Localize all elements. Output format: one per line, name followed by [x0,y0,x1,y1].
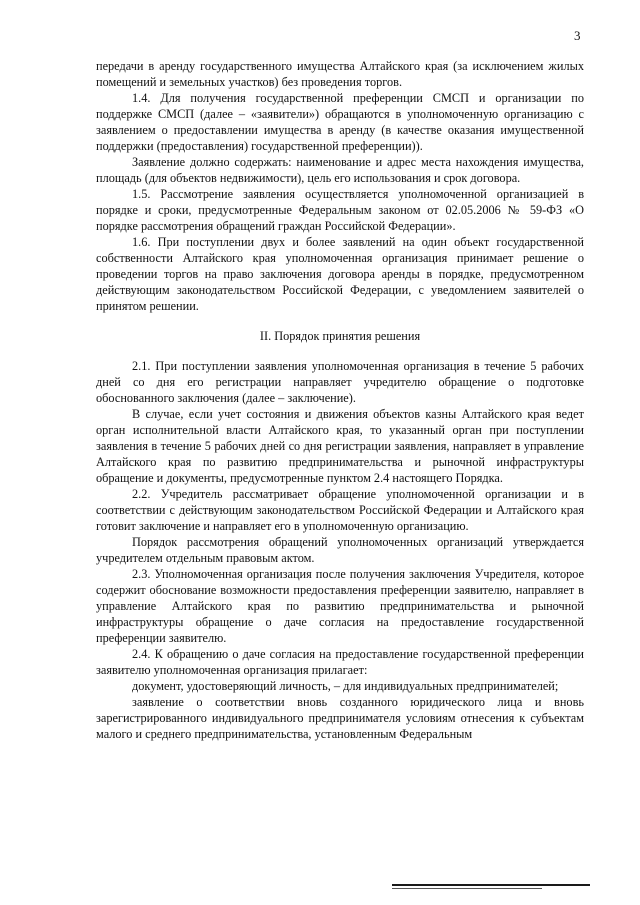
paragraph: 2.3. Уполномоченная организация после получения заключения Учредителя, которое содержит обоснование возможности предоставления преференции заявителю, направляет в управление Алтайского края по развитию предпринимательства и рыночной инфраструктуры обращение о даче согласия на предоставление государственной преференции заявителю. [96,567,584,645]
paragraph: 2.2. Учредитель рассматривает обращение уполномоченной организации и в соответствии с действующим законодательством Российской Федерации и Алтайского края готовит заключение и направляет его в уполномоченную организацию. [96,487,584,533]
page-number: 3 [574,28,581,43]
paragraph: 1.6. При поступлении двух и более заявлений на один объект государственной собственности Алтайского края уполномоченная организация принимает решение о проведении торгов на право заключения договора аренды в порядке, предусмотренном действующим законодательством Российской Федерации, с уведомлением заявителей о принятом решении. [96,235,584,313]
section-heading: II. Порядок принятия решения [259,329,421,343]
paragraph: документ, удостоверяющий личность, – для индивидуальных предпринимателей; [132,679,559,693]
footer-rule-thin [392,888,542,889]
paragraph: 1.4. Для получения государственной преференции СМСП и организации по поддержке СМСП (далее – «заявители») обращаются в уполномоченную организацию с заявлением о предоставлении имущества в аренду (в качестве оказания имущественной поддержки (предоставления) государственной преференции)). [96,91,584,153]
footer-rule [392,884,590,886]
paragraph: Заявление должно содержать: наименование и адрес места нахождения имущества, площадь (для объектов недвижимости), цель его использования и срок договора. [96,155,584,185]
paragraph: 1.5. Рассмотрение заявления осуществляется уполномоченной организацией в порядке и сроки, предусмотренные Федеральным законом от 02.05.2006 № 59-ФЗ «О порядке рассмотрения обращений граждан Российской Федерации». [96,187,584,233]
paragraph: 2.4. К обращению о даче согласия на предоставление государственной преференции заявителю уполномоченная организация прилагает: [96,647,584,677]
document-body [96,58,584,742]
paragraph: 2.1. При поступлении заявления уполномоченная организация в течение 5 рабочих дней со дня его регистрации направляет учредителю обращение о подготовке обоснованного заключения (далее – заключение). [96,359,584,405]
paragraph: В случае, если учет состояния и движения объектов казны Алтайского края ведет орган исполнительной власти Алтайского края, то указанный орган при поступлении заявления в течение 5 рабочих дней со дня регистрации заявления, направляет в управление Алтайского края по развитию предпринимательства и рыночной инфраструктуры обращение и документы, предусмотренные пунктом 2.4 настоящего Порядка. [96,407,584,485]
paragraph: передачи в аренду государственного имущества Алтайского края (за исключением жилых помещений и земельных участков) без проведения торгов. [96,59,584,89]
paragraph: заявление о соответствии вновь созданного юридического лица и вновь зарегистрированного индивидуального предпринимателя условиям отнесения к субъектам малого и среднего предпринимательства, установленным Федеральным [96,695,584,741]
paragraph: Порядок рассмотрения обращений уполномоченных организаций утверждается учредителем отдельным правовым актом. [96,535,584,565]
